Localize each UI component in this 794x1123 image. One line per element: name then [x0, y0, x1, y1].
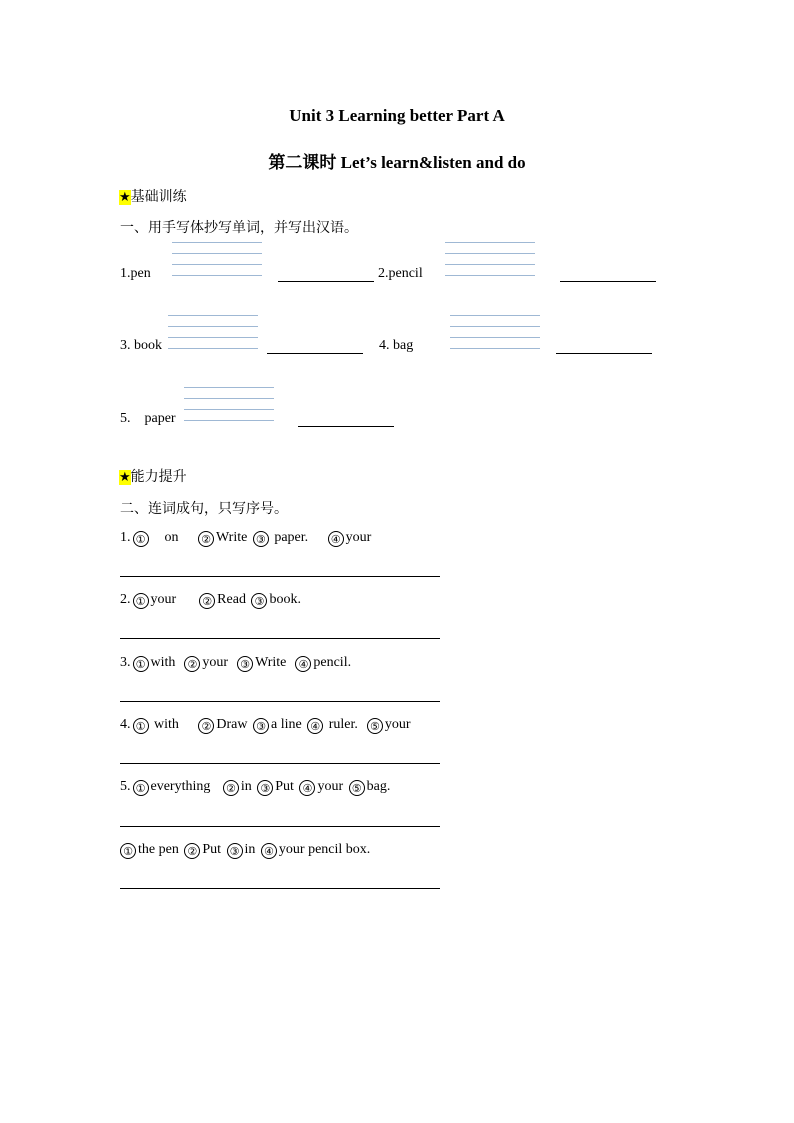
section-advanced-label: 能力提升	[130, 469, 187, 485]
answer-blank[interactable]	[298, 426, 394, 427]
answer-line[interactable]	[120, 826, 440, 827]
section-basic-heading	[119, 186, 187, 206]
handwriting-lines	[168, 315, 258, 351]
word-pencil: 2.pencil	[378, 266, 423, 281]
handwriting-lines	[445, 242, 535, 278]
answer-line[interactable]	[120, 576, 440, 577]
answer-blank[interactable]	[267, 353, 363, 354]
word-paper: 5. paper	[120, 411, 176, 426]
part1-instruction: 一、用手写体抄写单词，并写出汉语。	[120, 220, 358, 236]
star-icon: ★	[119, 470, 131, 485]
part2-instruction: 二、连词成句，只写序号。	[120, 501, 288, 517]
word-book: 3. book	[120, 338, 162, 353]
answer-line[interactable]	[120, 763, 440, 764]
lesson-title: 第二课时 Let’s learn&listen and do	[268, 153, 526, 172]
sentence-item-6: ① the pen ② Put ③ in ④ your pencil box.	[120, 842, 370, 859]
word-bag: 4. bag	[379, 338, 414, 353]
handwriting-lines	[184, 387, 274, 423]
sentence-item-5: 5. ① everything ② in ③ Put ④ your ⑤ bag.	[120, 779, 391, 795]
section-basic-label: 基础训练	[130, 189, 187, 205]
answer-blank[interactable]	[278, 281, 374, 282]
section-advanced-heading	[119, 466, 187, 486]
word-pen: 1.pen	[120, 266, 151, 281]
sentence-item-1: 1. ① on ② Write ③ paper. ④ your	[120, 530, 372, 546]
sentence-item-4: 4. ① with ② Draw ③ a line ④ ruler. ⑤ your	[120, 717, 411, 733]
answer-line[interactable]	[120, 638, 440, 639]
star-icon: ★	[119, 190, 131, 205]
answer-blank[interactable]	[560, 281, 656, 282]
sentence-item-3: 3. ① with ② your ③ Write ④ pencil.	[120, 655, 352, 671]
answer-line[interactable]	[120, 701, 440, 702]
handwriting-lines	[172, 242, 262, 278]
answer-line[interactable]	[120, 888, 440, 889]
sentence-item-2: 2. ① your ② Read ③ book.	[120, 592, 301, 608]
answer-blank[interactable]	[556, 353, 652, 354]
worksheet-title: Unit 3 Learning better Part A	[289, 106, 505, 125]
handwriting-lines	[450, 315, 540, 351]
